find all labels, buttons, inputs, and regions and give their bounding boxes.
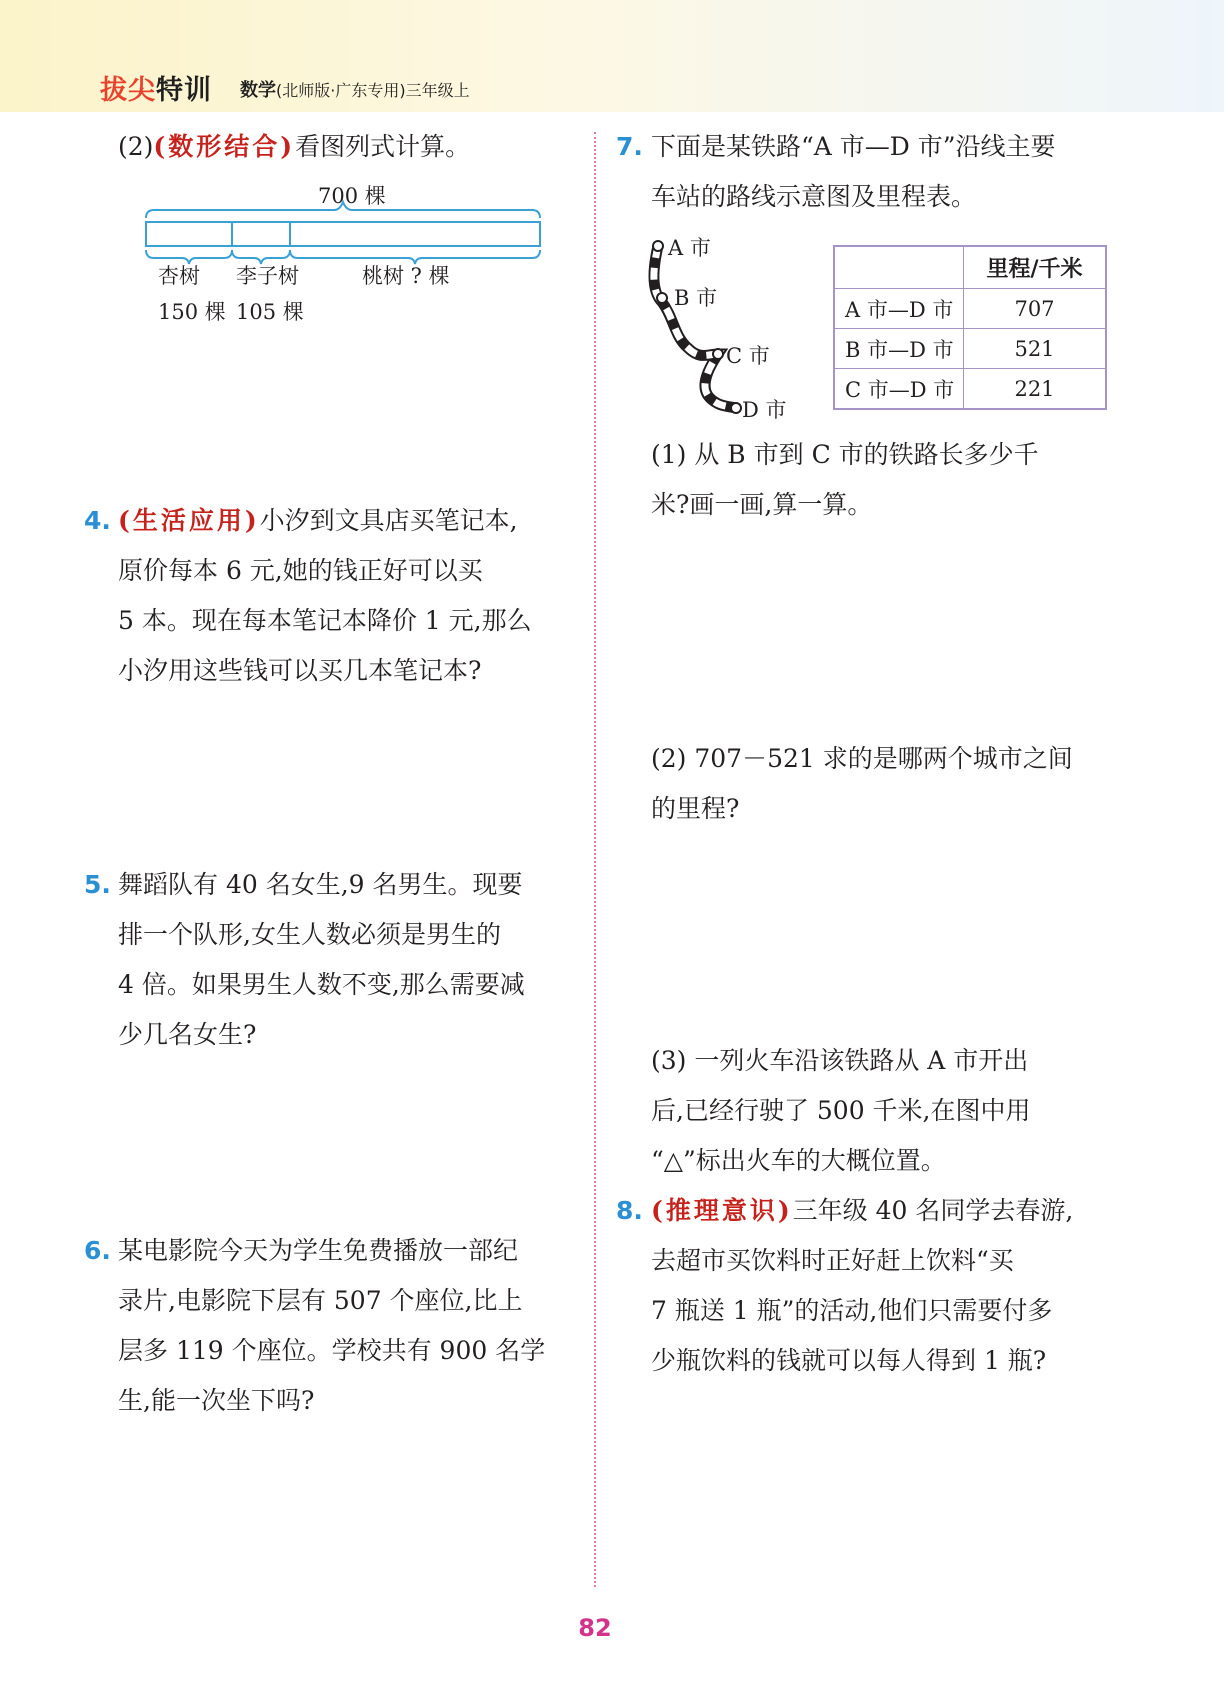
book-title: 数学(北师版·广东专用)三年级上: [240, 80, 470, 101]
q4-line-4: 小汐用这些钱可以买几本笔记本?: [118, 656, 482, 685]
q6-line-2: 录片,电影院下层有 507 个座位,比上: [118, 1286, 523, 1315]
table-header-row: [834, 246, 1106, 289]
q6-line-3: 层多 119 个座位。学校共有 900 名学: [118, 1336, 546, 1365]
q6-line-1: 某电影院今天为学生免费播放一部纪: [118, 1236, 519, 1265]
q8-line-1: (推理意识)三年级 40 名同学去春游,: [651, 1196, 1074, 1225]
q5-line-1: 舞蹈队有 40 名女生,9 名男生。现要: [118, 870, 523, 899]
railway-track-pattern: [654, 246, 736, 408]
segment-count-2: 105 棵: [236, 300, 304, 324]
q8-number: 8.: [616, 1196, 643, 1225]
table-cell: 521: [964, 329, 1107, 369]
bar-outline: [146, 222, 540, 246]
q7-number: 7.: [616, 132, 643, 161]
table-cell: C 市—D 市: [834, 369, 964, 410]
page-header: [0, 0, 1224, 112]
q7-part1-line-1: (1) 从 B 市到 C 市的铁路长多少千: [651, 440, 1039, 469]
q6-line-4: 生,能一次坐下吗?: [118, 1386, 315, 1415]
q4-number: 4.: [84, 506, 111, 535]
column-divider: [594, 132, 596, 1587]
q4-line-2: 原价每本 6 元,她的钱正好可以买: [118, 556, 483, 585]
table-row: [834, 369, 1106, 410]
q4-line-1: (生活应用)小汐到文具店买笔记本,: [118, 506, 518, 535]
q7-part3-line-1: (3) 一列火车沿该铁路从 A 市开出: [651, 1046, 1029, 1075]
table-cell: 707: [964, 289, 1107, 329]
station-label-b: B 市: [674, 286, 718, 310]
table-cell: B 市—D 市: [834, 329, 964, 369]
q7-line-1: 下面是某铁路“A 市—D 市”沿线主要: [651, 132, 1056, 161]
q8-line-2: 去超市买饮料时正好赶上饮料“买: [651, 1246, 1014, 1275]
q5-number: 5.: [84, 870, 111, 899]
q7-part1-line-2: 米?画一画,算一算。: [651, 490, 873, 519]
q3-part2-heading: (2)(数形结合)看图列式计算。: [118, 132, 471, 161]
station-label-d: D 市: [742, 398, 787, 422]
q7-part2-line-2: 的里程?: [651, 794, 740, 823]
railway-track: [654, 246, 736, 408]
q5-line-4: 少几名女生?: [118, 1020, 257, 1049]
station-label-c: C 市: [726, 344, 770, 368]
q4-line-3: 5 本。现在每本笔记本降价 1 元,那么: [118, 606, 532, 635]
q7-part2-line-1: (2) 707－521 求的是哪两个城市之间: [651, 744, 1073, 773]
table-row: [834, 289, 1106, 329]
table-cell: A 市—D 市: [834, 289, 964, 329]
station-dot-b: [657, 293, 667, 303]
segment-label-1: 杏树: [158, 264, 200, 288]
table-row: [834, 329, 1106, 369]
q5-line-3: 4 倍。如果男生人数不变,那么需要减: [118, 970, 525, 999]
station-dot-a: [653, 241, 663, 251]
q8-line-3: 7 瓶送 1 瓶”的活动,他们只需要付多: [651, 1296, 1053, 1325]
segment-count-1: 150 棵: [158, 300, 226, 324]
table-cell: 221: [964, 369, 1107, 410]
total-label: 700 棵: [318, 184, 386, 208]
q7-line-2: 车站的路线示意图及里程表。: [651, 182, 977, 211]
mileage-table: [833, 245, 1107, 410]
q6-number: 6.: [84, 1236, 111, 1265]
table-header-cell: 里程/千米: [964, 246, 1107, 289]
q7-part3-line-3: “△”标出火车的大概位置。: [651, 1146, 946, 1175]
station-dot-d: [731, 403, 741, 413]
segment-label-3: 桃树 ? 棵: [362, 264, 450, 288]
station-label-a: A 市: [668, 236, 711, 260]
table-header-cell: [834, 246, 964, 289]
station-dot-c: [713, 349, 723, 359]
page-number: 82: [578, 1614, 612, 1642]
brand-logo: 拔尖特训: [100, 75, 212, 106]
q8-line-4: 少瓶饮料的钱就可以每人得到 1 瓶?: [651, 1346, 1047, 1375]
q7-part3-line-2: 后,已经行驶了 500 千米,在图中用: [651, 1096, 1031, 1125]
segment-label-2: 李子树: [236, 264, 299, 288]
q5-line-2: 排一个队形,女生人数必须是男生的: [118, 920, 501, 949]
